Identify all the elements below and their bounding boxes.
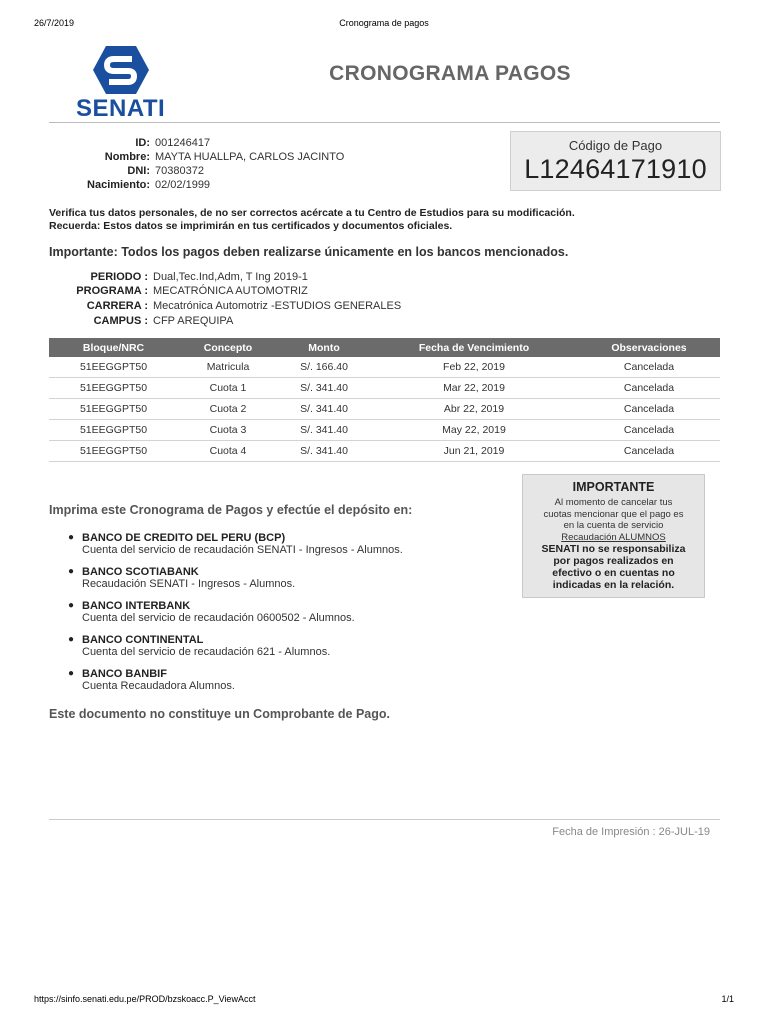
importante-bold-line: efectivo o en cuentas no: [552, 567, 675, 579]
bank-name: BANCO INTERBANK: [82, 600, 191, 612]
remember-notice: Recuerda: Estos datos se imprimirán en tus certificados y documentos oficiales.: [49, 220, 453, 232]
payment-schedule-table: [49, 338, 720, 462]
importante-bold-line: indicadas en la relación.: [552, 579, 675, 591]
bank-name: BANCO BANBIF: [82, 668, 167, 680]
bank-desc: Cuenta del servicio de recaudación 0600502 - Alumnos.: [82, 612, 355, 624]
table-row: [49, 378, 720, 399]
footer-divider: [49, 819, 720, 820]
bank-name: BANCO DE CREDITO DEL PERU (BCP): [82, 532, 286, 544]
program-label: CAMPUS :: [93, 315, 148, 327]
student-value: 001246417: [155, 137, 211, 149]
bank-name: BANCO SCOTIABANK: [82, 566, 199, 578]
bank-desc: Cuenta Recaudadora Alumnos.: [82, 680, 235, 692]
importante-bold-line: por pagos realizados en: [553, 555, 674, 567]
importante-line: cuotas mencionar que el pago es: [543, 508, 684, 520]
cell: 51EEGGPT50: [49, 420, 178, 441]
student-value: 02/02/1999: [155, 179, 211, 191]
print-date: 26/7/2019: [34, 18, 75, 28]
bullet-icon: ●: [68, 634, 75, 645]
cell: Cancelada: [578, 399, 720, 420]
cell: Cancelada: [578, 357, 720, 378]
col-header: Concepto: [178, 338, 278, 357]
importante-warning: [523, 543, 704, 591]
cell: Jun 21, 2019: [370, 441, 578, 462]
student-label: Nacimiento:: [87, 179, 150, 191]
deposit-heading: Imprima este Cronograma de Pagos y efectúe el depósito en:: [49, 503, 413, 517]
cell: Cuota 4: [178, 441, 278, 462]
payment-code-box: [510, 131, 721, 191]
program-value: MECATRÓNICA AUTOMOTRIZ: [153, 285, 308, 297]
cell: Matricula: [178, 357, 278, 378]
cell: S/. 341.40: [278, 441, 370, 462]
program-value: CFP AREQUIPA: [153, 315, 234, 327]
importante-box: [522, 474, 705, 598]
student-label: Nombre:: [104, 151, 150, 163]
table-row: [49, 399, 720, 420]
print-date-footer: Fecha de Impresión : 26-JUL-19: [552, 826, 710, 838]
table-row: [49, 441, 720, 462]
bullet-icon: ●: [68, 668, 75, 679]
cell: 51EEGGPT50: [49, 441, 178, 462]
cell: Feb 22, 2019: [370, 357, 578, 378]
student-label: ID:: [135, 137, 150, 149]
cell: Cancelada: [578, 378, 720, 399]
bank-desc: Cuenta del servicio de recaudación SENATI - Ingresos - Alumnos.: [82, 544, 403, 556]
cell: Cuota 3: [178, 420, 278, 441]
cell: May 22, 2019: [370, 420, 578, 441]
col-header: Fecha de Vencimiento: [370, 338, 578, 357]
cell: Cancelada: [578, 420, 720, 441]
verify-notice: Verifica tus datos personales, de no ser correctos acércate a tu Centro de Estudios para su modificación.: [49, 207, 575, 219]
cell: Cuota 1: [178, 378, 278, 399]
student-value: MAYTA HUALLPA, CARLOS JACINTO: [155, 151, 345, 163]
senati-logo-text: SENATI: [76, 95, 166, 122]
importante-line: Al momento de cancelar tus: [554, 497, 673, 508]
table-row: [49, 357, 720, 378]
cell: S/. 341.40: [278, 399, 370, 420]
table-header-row: [49, 338, 720, 357]
cell: Cancelada: [578, 441, 720, 462]
program-value: Dual,Tec.Ind,Adm, T Ing 2019-1: [153, 271, 308, 283]
program-label: CARRERA :: [86, 300, 148, 312]
importante-line: en la cuenta de servicio: [563, 520, 664, 531]
program-label: PROGRAMA :: [76, 285, 148, 297]
payment-code-value: L12464171910: [524, 154, 707, 184]
print-url: https://sinfo.senati.edu.pe/PROD/bzskoacc.P_ViewAcct: [34, 994, 256, 1004]
importante-title: IMPORTANTE: [572, 480, 655, 494]
cell: Cuota 2: [178, 399, 278, 420]
print-title: Cronograma de pagos: [339, 18, 429, 28]
importante-bold-line: SENATI no se responsabiliza: [541, 543, 686, 555]
col-header: Observaciones: [578, 338, 720, 357]
student-value: 70380372: [155, 165, 204, 177]
importante-text: [523, 497, 704, 543]
cell: Mar 22, 2019: [370, 378, 578, 399]
bank-name: BANCO CONTINENTAL: [82, 634, 204, 646]
bank-desc: Recaudación SENATI - Ingresos - Alumnos.: [82, 578, 296, 590]
important-line: Importante: Todos los pagos deben realizarse únicamente en los bancos mencionados.: [49, 245, 569, 259]
cell: S/. 341.40: [278, 378, 370, 399]
col-header: Bloque/NRC: [49, 338, 178, 357]
bullet-icon: ●: [68, 600, 75, 611]
cell: 51EEGGPT50: [49, 378, 178, 399]
cell: S/. 341.40: [278, 420, 370, 441]
header-divider: [49, 122, 720, 123]
cell: Abr 22, 2019: [370, 399, 578, 420]
importante-account: Recaudación ALUMNOS: [561, 531, 666, 543]
cell: 51EEGGPT50: [49, 357, 178, 378]
program-label: PERIODO :: [90, 271, 148, 283]
page-title: CRONOGRAMA PAGOS: [329, 62, 571, 85]
bullet-icon: ●: [68, 566, 75, 577]
print-page-number: 1/1: [721, 994, 734, 1004]
bullet-icon: ●: [68, 532, 75, 543]
col-header: Monto: [278, 338, 370, 357]
student-label: DNI:: [127, 165, 150, 177]
disclaimer: Este documento no constituye un Comprobante de Pago.: [49, 707, 390, 721]
program-value: Mecatrónica Automotriz -ESTUDIOS GENERALES: [153, 300, 402, 312]
bank-desc: Cuenta del servicio de recaudación 621 - Alumnos.: [82, 646, 331, 658]
cell: S/. 166.40: [278, 357, 370, 378]
table-row: [49, 420, 720, 441]
payment-code-label: Código de Pago: [568, 138, 663, 153]
cell: 51EEGGPT50: [49, 399, 178, 420]
